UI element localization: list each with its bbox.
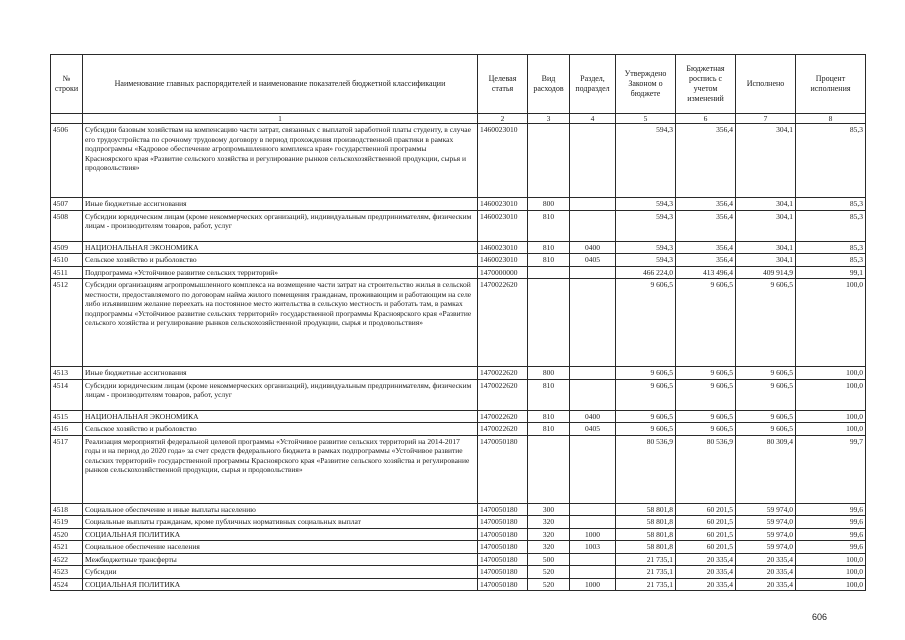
column-number: 5 (616, 114, 676, 124)
cell-expense-type: 500 (528, 553, 570, 566)
cell-target-article: 1460023010 (478, 241, 528, 254)
cell-percent: 99,6 (796, 503, 866, 516)
cell-executed: 304,1 (736, 210, 796, 241)
cell-row-number: 4511 (51, 266, 83, 279)
cell-indicator-name: Субсидии юридическим лицам (кроме некоммерческих организаций), индивидуальным предпринимателям, физическим лицам - производителям товаров, работ, услуг (83, 379, 478, 410)
cell-budget-list: 356,4 (676, 241, 736, 254)
table-row (51, 198, 866, 211)
cell-row-number: 4515 (51, 410, 83, 423)
cell-expense-type: 520 (528, 566, 570, 579)
cell-budget-list: 60 201,5 (676, 541, 736, 554)
cell-row-number: 4507 (51, 198, 83, 211)
cell-approved: 80 536,9 (616, 435, 676, 503)
cell-approved: 9 606,5 (616, 423, 676, 436)
cell-budget-list: 356,4 (676, 210, 736, 241)
cell-budget-list: 9 606,5 (676, 367, 736, 380)
cell-budget-list: 9 606,5 (676, 279, 736, 367)
cell-percent: 99,6 (796, 541, 866, 554)
cell-row-number: 4523 (51, 566, 83, 579)
cell-expense-type: 320 (528, 528, 570, 541)
table-row (51, 578, 866, 591)
cell-budget-list: 356,4 (676, 254, 736, 267)
cell-expense-type: 810 (528, 241, 570, 254)
header-list: Бюджетная роспись с учетом изменений (676, 55, 736, 114)
cell-executed: 409 914,9 (736, 266, 796, 279)
cell-target-article: 1470050180 (478, 553, 528, 566)
header-percent: Процент исполнения (796, 55, 866, 114)
cell-executed: 304,1 (736, 124, 796, 198)
cell-approved: 9 606,5 (616, 367, 676, 380)
cell-indicator-name: Сельское хозяйство и рыболовство (83, 254, 478, 267)
cell-section (570, 266, 616, 279)
cell-indicator-name: Социальное обеспечение и иные выплаты населению (83, 503, 478, 516)
cell-row-number: 4521 (51, 541, 83, 554)
cell-indicator-name: Иные бюджетные ассигнования (83, 198, 478, 211)
cell-executed: 59 974,0 (736, 541, 796, 554)
cell-executed: 59 974,0 (736, 528, 796, 541)
cell-executed: 20 335,4 (736, 578, 796, 591)
cell-approved: 21 735,1 (616, 578, 676, 591)
cell-expense-type: 300 (528, 503, 570, 516)
cell-expense-type: 810 (528, 423, 570, 436)
cell-section (570, 367, 616, 380)
cell-target-article: 1470050180 (478, 578, 528, 591)
header-section: Раздел, подраздел (570, 55, 616, 114)
cell-target-article: 1470050180 (478, 541, 528, 554)
cell-expense-type: 810 (528, 410, 570, 423)
cell-indicator-name: СОЦИАЛЬНАЯ ПОЛИТИКА (83, 578, 478, 591)
table-body (51, 124, 866, 591)
table-row (51, 241, 866, 254)
table-row (51, 516, 866, 529)
cell-section (570, 516, 616, 529)
cell-indicator-name: Социальное обеспечение населения (83, 541, 478, 554)
cell-percent: 85,3 (796, 254, 866, 267)
cell-executed: 9 606,5 (736, 379, 796, 410)
cell-row-number: 4509 (51, 241, 83, 254)
cell-target-article: 1470022620 (478, 379, 528, 410)
column-number: 2 (478, 114, 528, 124)
table-row (51, 528, 866, 541)
cell-approved: 58 801,8 (616, 516, 676, 529)
header-approved: Утверждено Законом о бюджете (616, 55, 676, 114)
cell-approved: 9 606,5 (616, 379, 676, 410)
cell-indicator-name: Социальные выплаты гражданам, кроме публичных нормативных социальных выплат (83, 516, 478, 529)
cell-row-number: 4512 (51, 279, 83, 367)
cell-percent: 99,6 (796, 528, 866, 541)
column-number: 6 (676, 114, 736, 124)
cell-row-number: 4520 (51, 528, 83, 541)
cell-executed: 304,1 (736, 198, 796, 211)
table-row (51, 279, 866, 367)
cell-expense-type (528, 279, 570, 367)
column-number: 8 (796, 114, 866, 124)
cell-executed: 80 309,4 (736, 435, 796, 503)
cell-executed: 20 335,4 (736, 553, 796, 566)
cell-expense-type: 800 (528, 367, 570, 380)
cell-expense-type: 520 (528, 578, 570, 591)
cell-approved: 594,3 (616, 254, 676, 267)
cell-target-article: 1460023010 (478, 124, 528, 198)
column-number-blank (51, 114, 83, 124)
header-num: № строки (51, 55, 83, 114)
cell-target-article: 1460023010 (478, 254, 528, 267)
cell-percent: 100,0 (796, 410, 866, 423)
cell-budget-list: 20 335,4 (676, 566, 736, 579)
header-target: Целевая статья (478, 55, 528, 114)
cell-section: 1003 (570, 541, 616, 554)
cell-approved: 58 801,8 (616, 503, 676, 516)
cell-budget-list: 60 201,5 (676, 503, 736, 516)
cell-percent: 85,3 (796, 241, 866, 254)
table-row (51, 254, 866, 267)
column-number: 4 (570, 114, 616, 124)
column-number: 3 (528, 114, 570, 124)
cell-target-article: 1470022620 (478, 410, 528, 423)
cell-expense-type (528, 124, 570, 198)
cell-indicator-name: Подпрограмма «Устойчивое развитие сельских территорий» (83, 266, 478, 279)
cell-approved: 594,3 (616, 241, 676, 254)
cell-section (570, 379, 616, 410)
cell-row-number: 4508 (51, 210, 83, 241)
cell-target-article: 1470050180 (478, 528, 528, 541)
cell-executed: 9 606,5 (736, 279, 796, 367)
cell-percent: 99,6 (796, 516, 866, 529)
cell-executed: 304,1 (736, 254, 796, 267)
cell-section: 0405 (570, 254, 616, 267)
cell-approved: 594,3 (616, 124, 676, 198)
cell-target-article: 1460023010 (478, 198, 528, 211)
cell-section (570, 503, 616, 516)
cell-budget-list: 413 496,4 (676, 266, 736, 279)
cell-indicator-name: Субсидии (83, 566, 478, 579)
cell-percent: 85,3 (796, 198, 866, 211)
cell-row-number: 4519 (51, 516, 83, 529)
cell-indicator-name: Субсидии базовым хозяйствам на компенсацию части затрат, связанных с выплатой заработной платы студенту, в случае его трудоустройства по срочному трудовому договору в период прохождения производственной практики в рамках подпрограммы «Кадровое обеспечение агропромышленного комплекса края» государственной программы Красноярского края «Развитие сельского хозяйства и регулирование рынков сельскохозяйственной продукции, сырья и продовольствия» (83, 124, 478, 198)
table-row (51, 423, 866, 436)
table-row (51, 553, 866, 566)
header-name: Наименование главных распорядителей и наименование показателей бюджетной классификации (83, 55, 478, 114)
cell-indicator-name: Сельское хозяйство и рыболовство (83, 423, 478, 436)
cell-target-article: 1470022620 (478, 367, 528, 380)
cell-executed: 9 606,5 (736, 410, 796, 423)
cell-budget-list: 9 606,5 (676, 379, 736, 410)
cell-indicator-name: Реализация мероприятий федеральной целевой программы «Устойчивое развитие сельских территорий на 2014-2017 годы и на период до 2020 года» за счет средств федерального бюджета в рамках подпрограммы «Устойчивое развитие сельских территорий» государственной программы Красноярского края «Развитие сельского хозяйства и регулирование рынков сельскохозяйственной продукции, сырья и продовольствия» (83, 435, 478, 503)
cell-approved: 594,3 (616, 198, 676, 211)
cell-executed: 20 335,4 (736, 566, 796, 579)
cell-row-number: 4514 (51, 379, 83, 410)
table-row (51, 541, 866, 554)
cell-budget-list: 9 606,5 (676, 423, 736, 436)
cell-percent: 100,0 (796, 566, 866, 579)
cell-budget-list: 60 201,5 (676, 528, 736, 541)
cell-row-number: 4518 (51, 503, 83, 516)
cell-percent: 99,7 (796, 435, 866, 503)
cell-target-article: 1470050180 (478, 516, 528, 529)
cell-expense-type: 810 (528, 254, 570, 267)
cell-budget-list: 80 536,9 (676, 435, 736, 503)
table-row (51, 566, 866, 579)
cell-indicator-name: НАЦИОНАЛЬНАЯ ЭКОНОМИКА (83, 241, 478, 254)
cell-expense-type (528, 435, 570, 503)
cell-percent: 85,3 (796, 124, 866, 198)
cell-indicator-name: Субсидии юридическим лицам (кроме некоммерческих организаций), индивидуальным предпринимателям, физическим лицам - производителям товаров, работ, услуг (83, 210, 478, 241)
column-number: 1 (83, 114, 478, 124)
cell-budget-list: 20 335,4 (676, 553, 736, 566)
cell-percent: 100,0 (796, 379, 866, 410)
cell-indicator-name: СОЦИАЛЬНАЯ ПОЛИТИКА (83, 528, 478, 541)
table-row (51, 124, 866, 198)
cell-row-number: 4517 (51, 435, 83, 503)
cell-percent: 100,0 (796, 279, 866, 367)
cell-budget-list: 9 606,5 (676, 410, 736, 423)
cell-indicator-name: Иные бюджетные ассигнования (83, 367, 478, 380)
cell-expense-type: 810 (528, 210, 570, 241)
header-row (51, 55, 866, 114)
cell-expense-type: 810 (528, 379, 570, 410)
cell-target-article: 1470022620 (478, 279, 528, 367)
cell-percent: 100,0 (796, 553, 866, 566)
cell-percent: 100,0 (796, 578, 866, 591)
cell-section (570, 553, 616, 566)
cell-section (570, 566, 616, 579)
budget-table (50, 54, 866, 591)
cell-row-number: 4510 (51, 254, 83, 267)
table-row (51, 367, 866, 380)
cell-approved: 58 801,8 (616, 541, 676, 554)
cell-expense-type: 320 (528, 516, 570, 529)
table-row (51, 266, 866, 279)
table-row (51, 503, 866, 516)
cell-section: 1000 (570, 578, 616, 591)
cell-percent: 85,3 (796, 210, 866, 241)
table-row (51, 410, 866, 423)
cell-expense-type: 800 (528, 198, 570, 211)
cell-executed: 59 974,0 (736, 516, 796, 529)
cell-approved: 21 735,1 (616, 553, 676, 566)
cell-percent: 100,0 (796, 367, 866, 380)
cell-row-number: 4524 (51, 578, 83, 591)
page-number: 606 (812, 612, 828, 622)
table-row (51, 210, 866, 241)
cell-expense-type: 320 (528, 541, 570, 554)
cell-executed: 9 606,5 (736, 423, 796, 436)
cell-target-article: 1470050180 (478, 566, 528, 579)
cell-indicator-name: Межбюджетные трансферты (83, 553, 478, 566)
cell-expense-type (528, 266, 570, 279)
cell-section (570, 210, 616, 241)
cell-section (570, 435, 616, 503)
cell-target-article: 1470022620 (478, 423, 528, 436)
cell-indicator-name: Субсидии организациям агропромышленного комплекса на возмещение части затрат на строительство жилья в сельской местности, предоставляемого по договорам найма жилого помещения гражданам, проживающим и работающим на селе либо изъявившим желание переехать на постоянное место жительства в сельскую местность и работать там, в рамках подпрограммы «Устойчивое развитие сельских территорий» государственной программы Красноярского края «Развитие сельского хозяйства и регулирование рынков сельскохозяйственной продукции, сырья и продовольствия» (83, 279, 478, 367)
cell-section: 0400 (570, 410, 616, 423)
cell-approved: 9 606,5 (616, 410, 676, 423)
column-number-row (51, 114, 866, 124)
table-row (51, 379, 866, 410)
cell-approved: 21 735,1 (616, 566, 676, 579)
cell-section (570, 279, 616, 367)
cell-row-number: 4522 (51, 553, 83, 566)
table-row (51, 435, 866, 503)
cell-row-number: 4513 (51, 367, 83, 380)
header-executed: Исполнено (736, 55, 796, 114)
cell-budget-list: 60 201,5 (676, 516, 736, 529)
cell-percent: 100,0 (796, 423, 866, 436)
cell-approved: 594,3 (616, 210, 676, 241)
cell-row-number: 4516 (51, 423, 83, 436)
cell-target-article: 1470050180 (478, 503, 528, 516)
cell-executed: 59 974,0 (736, 503, 796, 516)
cell-section (570, 124, 616, 198)
cell-executed: 304,1 (736, 241, 796, 254)
column-number: 7 (736, 114, 796, 124)
header-type: Вид расходов (528, 55, 570, 114)
cell-approved: 466 224,0 (616, 266, 676, 279)
cell-target-article: 1470000000 (478, 266, 528, 279)
cell-row-number: 4506 (51, 124, 83, 198)
cell-section (570, 198, 616, 211)
cell-section: 0405 (570, 423, 616, 436)
cell-budget-list: 20 335,4 (676, 578, 736, 591)
cell-budget-list: 356,4 (676, 124, 736, 198)
cell-approved: 9 606,5 (616, 279, 676, 367)
cell-executed: 9 606,5 (736, 367, 796, 380)
cell-budget-list: 356,4 (676, 198, 736, 211)
cell-section: 1000 (570, 528, 616, 541)
cell-percent: 99,1 (796, 266, 866, 279)
cell-target-article: 1470050180 (478, 435, 528, 503)
cell-indicator-name: НАЦИОНАЛЬНАЯ ЭКОНОМИКА (83, 410, 478, 423)
cell-section: 0400 (570, 241, 616, 254)
cell-approved: 58 801,8 (616, 528, 676, 541)
cell-target-article: 1460023010 (478, 210, 528, 241)
